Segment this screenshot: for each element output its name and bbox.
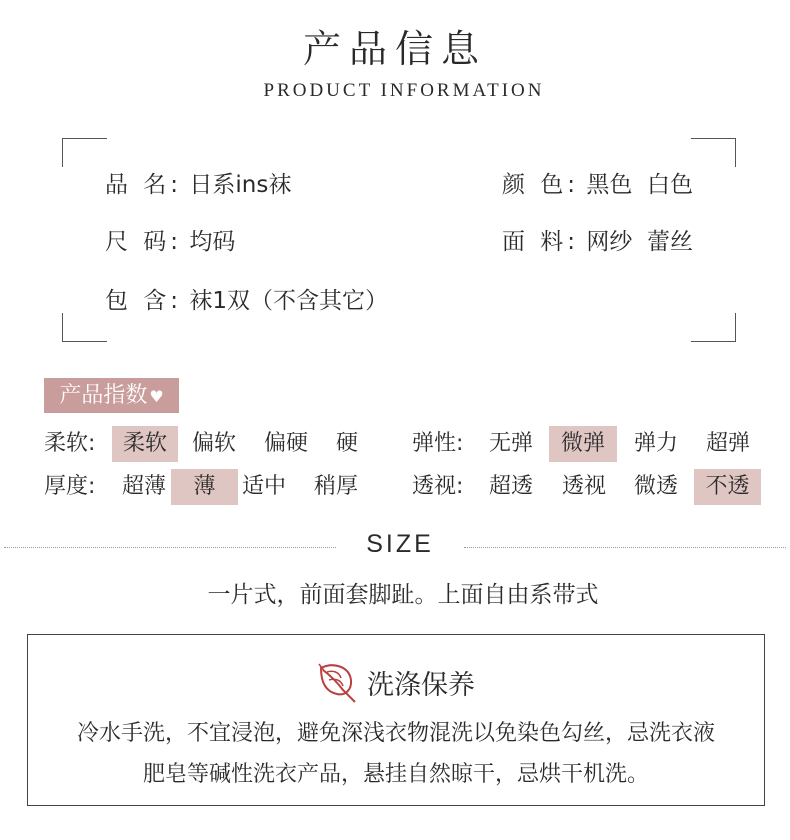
wash-care-line-2: 肥皂等碱性洗衣产品，悬挂自然晾干，忌烘干机洗。 bbox=[142, 762, 649, 787]
info-name bbox=[105, 166, 291, 199]
index-transparency-option-1: 超透 bbox=[488, 474, 533, 499]
index-softness-option-2: 偏软 bbox=[191, 431, 236, 456]
frame-corner-bottom-right bbox=[691, 313, 736, 342]
info-size-label: 尺 码: bbox=[105, 229, 183, 255]
index-elasticity-option-1: 无弹 bbox=[488, 431, 533, 456]
index-thickness-label: 厚度: bbox=[44, 474, 96, 499]
info-name-value: 日系ins袜 bbox=[189, 172, 292, 198]
wash-care-line-1: 冷水手洗，不宜浸泡，避免深浅衣物混洗以免染色勾丝，忌洗衣液 bbox=[76, 721, 715, 746]
index-softness-option-1: 柔软 bbox=[112, 426, 178, 462]
info-size-value: 均码 bbox=[189, 229, 236, 255]
size-heading: SIZE bbox=[366, 530, 434, 558]
size-description: 一片式，前面套脚趾。上面自由系带式 bbox=[207, 582, 599, 608]
product-index-badge bbox=[44, 378, 179, 413]
index-elasticity-label: 弹性: bbox=[412, 431, 464, 456]
wash-care-title bbox=[0, 660, 790, 704]
info-contains bbox=[105, 282, 388, 315]
index-thickness-option-3: 适中 bbox=[241, 474, 286, 499]
info-fabric-value: 网纱 蕾丝 bbox=[586, 229, 693, 255]
index-transparency-option-4: 不透 bbox=[694, 469, 761, 505]
wash-care-title-text: 洗涤保养 bbox=[367, 669, 475, 701]
info-size bbox=[105, 223, 235, 256]
index-softness-option-3: 偏硬 bbox=[263, 431, 308, 456]
info-name-label: 品 名: bbox=[105, 172, 183, 198]
info-contains-value: 袜1双（不含其它） bbox=[189, 288, 389, 314]
frame-corner-top-left bbox=[62, 138, 107, 167]
index-elasticity-row bbox=[412, 426, 762, 462]
info-fabric bbox=[502, 223, 693, 256]
info-fabric-label: 面 料: bbox=[502, 229, 580, 255]
index-thickness-option-4: 稍厚 bbox=[313, 474, 358, 499]
index-elasticity-option-2: 微弹 bbox=[549, 426, 617, 462]
index-thickness-option-2: 薄 bbox=[171, 469, 238, 505]
info-color-label: 颜 色: bbox=[502, 172, 580, 198]
heart-icon: ♥ bbox=[149, 387, 164, 406]
index-transparency-label: 透视: bbox=[412, 474, 464, 499]
info-contains-label: 包 含: bbox=[105, 288, 183, 314]
info-color bbox=[502, 166, 693, 199]
info-color-value: 黑色 白色 bbox=[586, 172, 693, 198]
index-elasticity-option-3: 弹力 bbox=[633, 431, 678, 456]
index-softness-row bbox=[44, 426, 374, 462]
page-subtitle: PRODUCT INFORMATION bbox=[263, 80, 545, 101]
product-index-badge-label: 产品指数 bbox=[59, 383, 148, 408]
frame-corner-bottom-left bbox=[62, 313, 107, 342]
index-elasticity-option-4: 超弹 bbox=[705, 431, 750, 456]
leaf-icon bbox=[315, 660, 361, 704]
index-thickness-row bbox=[44, 469, 374, 505]
frame-corner-top-right bbox=[691, 138, 736, 167]
index-transparency-option-2: 透视 bbox=[561, 474, 606, 499]
index-transparency-option-3: 微透 bbox=[633, 474, 678, 499]
index-transparency-row bbox=[412, 469, 762, 505]
index-thickness-option-1: 超薄 bbox=[121, 474, 166, 499]
page-title: 产品信息 bbox=[302, 27, 487, 71]
index-softness-label: 柔软: bbox=[44, 431, 96, 456]
index-softness-option-4: 硬 bbox=[335, 431, 358, 456]
